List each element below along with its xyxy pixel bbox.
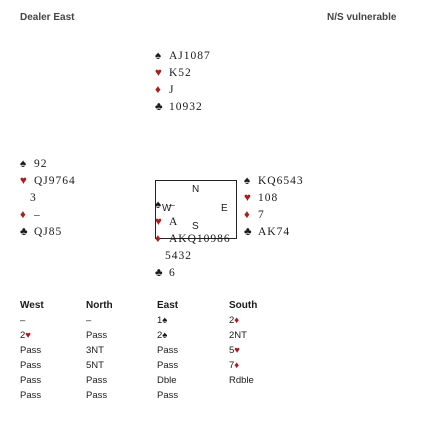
auction-call: –: [20, 315, 26, 326]
west-diamonds: ♦ –: [20, 207, 76, 224]
auction-call: Pass: [86, 390, 108, 401]
auction-call: 5 ♥: [229, 345, 240, 356]
spade-icon: ♠: [155, 199, 163, 211]
heart-icon: ♥: [155, 67, 163, 79]
club-icon: ♣: [20, 226, 29, 238]
auction-call: Pass: [86, 375, 108, 386]
heart-icon: ♥: [155, 216, 163, 228]
spade-icon: ♠: [155, 50, 163, 62]
dealer-label: Dealer East: [20, 12, 75, 23]
auction-call: –: [86, 315, 92, 326]
auction-header-south: South: [229, 300, 258, 311]
vulnerability-label: N/S vulnerable: [327, 12, 397, 23]
auction-call: Dble: [157, 375, 177, 386]
west-hearts: ♥ QJ9764: [20, 173, 76, 190]
north-clubs: ♣ 10932: [155, 99, 211, 116]
auction-call: 1♠: [157, 315, 168, 326]
auction-header-east: East: [157, 300, 179, 311]
compass-east: E: [221, 203, 228, 214]
auction-call: Pass: [157, 345, 179, 356]
club-icon: ♣: [155, 101, 164, 113]
south-spades: ♠ –: [155, 197, 231, 214]
diamond-icon: ♦: [155, 84, 162, 96]
north-hearts: ♥ K52: [155, 65, 211, 82]
east-hand: [244, 173, 304, 241]
auction-call: Rdble: [229, 375, 254, 386]
spade-icon: ♠: [20, 158, 28, 170]
auction-call: 2♠: [157, 330, 168, 341]
west-spades: ♠ 92: [20, 156, 76, 173]
west-clubs: ♣ QJ85: [20, 224, 76, 241]
north-spades: ♠ AJ1087: [155, 48, 211, 65]
east-clubs: ♣ AK74: [244, 224, 304, 241]
east-spades: ♠ KQ6543: [244, 173, 304, 190]
auction-call: 7 ♦: [229, 360, 240, 371]
auction-call: 2 ♥: [20, 330, 31, 341]
south-diamonds: ♦ AKQ10986: [155, 231, 231, 248]
east-hearts: ♥ 108: [244, 190, 304, 207]
auction-call: Pass: [86, 330, 108, 341]
auction-header-north: North: [86, 300, 113, 311]
auction-call: Pass: [20, 375, 42, 386]
diamond-icon: ♦: [244, 209, 251, 221]
auction-call: Pass: [20, 345, 42, 356]
auction-call: 2NT: [229, 330, 247, 341]
north-hand: [155, 48, 211, 116]
spade-icon: ♠: [244, 175, 252, 187]
club-icon: ♣: [244, 226, 253, 238]
club-icon: ♣: [155, 267, 164, 279]
auction-call: 2 ♦: [229, 315, 240, 326]
south-hearts: ♥ A: [155, 214, 231, 231]
auction-call: 3NT: [86, 345, 104, 356]
diamond-icon: ♦: [20, 209, 27, 221]
compass-south: S: [192, 221, 199, 232]
heart-icon: ♥: [20, 175, 28, 187]
compass-west: W: [162, 203, 172, 214]
north-diamonds: ♦ J: [155, 82, 211, 99]
west-hearts-continued: 3: [30, 192, 37, 204]
auction-call: 5NT: [86, 360, 104, 371]
auction-call: Pass: [157, 390, 179, 401]
compass-north: N: [192, 184, 200, 195]
diamond-icon: ♦: [155, 233, 162, 245]
south-clubs: ♣ 6: [155, 265, 231, 282]
east-diamonds: ♦ 7: [244, 207, 304, 224]
auction-call: Pass: [20, 390, 42, 401]
west-hand: [20, 156, 76, 241]
auction-call: Pass: [20, 360, 42, 371]
auction-call: Pass: [157, 360, 179, 371]
auction-header-west: West: [20, 300, 44, 311]
heart-icon: ♥: [244, 192, 252, 204]
south-diamonds-continued: 5432: [165, 250, 192, 262]
south-hand: [155, 197, 231, 282]
